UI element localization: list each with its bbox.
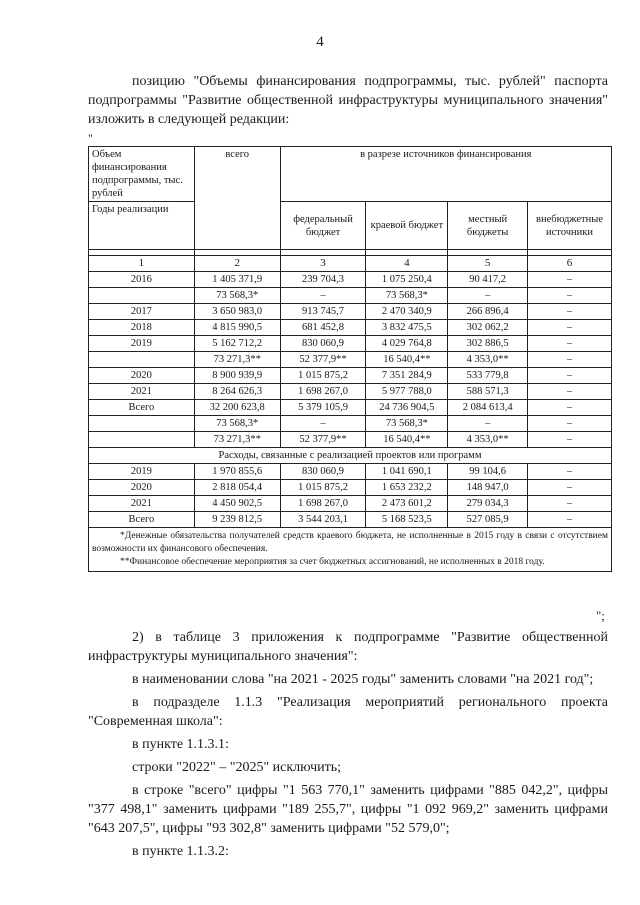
cell-regional: 24 736 904,5 [366, 400, 448, 416]
cell-regional: 4 029 764,8 [366, 336, 448, 352]
cell-total: 8 900 939,9 [194, 368, 280, 384]
cell-year: 2018 [89, 320, 195, 336]
cell-federal: – [280, 416, 366, 432]
cell-federal: 830 060,9 [280, 464, 366, 480]
cell-extra: – [528, 432, 612, 448]
cell-local: 527 085,9 [448, 512, 528, 528]
cell-local: 99 104,6 [448, 464, 528, 480]
total-header: всего [194, 147, 280, 250]
amendment-text [88, 628, 608, 865]
paragraph: строки "2022" – "2025" исключить; [132, 760, 342, 775]
paragraph: в строке "всего" цифры "1 563 770,1" заменить цифрами "885 042,2", цифры "377 498,1" заменить цифрами "189 255,7", цифры "1 092 969,2" заменить цифрами "643 207,5", цифры "93 302,8" заменить цифрами "52 579,0"; [88, 783, 608, 836]
paragraph: в пункте 1.1.3.1: [132, 737, 229, 752]
table-row [89, 304, 612, 320]
table-row [89, 496, 612, 512]
cell-total: 73 271,3** [194, 432, 280, 448]
footnote-1: *Денежные обязательства получателей средств краевого бюджета, не исполненные в 2015 году в связи с отсутствием возможности их финансового обеспечения. [92, 531, 608, 554]
cell-federal: 1 015 875,2 [280, 480, 366, 496]
cell-federal: 5 379 105,9 [280, 400, 366, 416]
cell-regional: 2 470 340,9 [366, 304, 448, 320]
cell-year: 2017 [89, 304, 195, 320]
intro-text: позицию "Объемы финансирования подпрограммы, тыс. рублей" паспорта подпрограммы "Развитие общественной инфраструктуры муниципального значения" изложить в следующей редакции: [88, 74, 608, 127]
cell-regional: 73 568,3* [366, 416, 448, 432]
cell-regional: 16 540,4** [366, 432, 448, 448]
table-row [89, 384, 612, 400]
cell-year [89, 352, 195, 368]
column-index: 6 [528, 256, 612, 272]
cell-regional: 3 832 475,5 [366, 320, 448, 336]
cell-total: 2 818 054,4 [194, 480, 280, 496]
page-number: 4 [316, 34, 324, 50]
cell-extra: – [528, 512, 612, 528]
cell-federal: 1 698 267,0 [280, 496, 366, 512]
cell-extra: – [528, 496, 612, 512]
cell-regional: 1 041 690,1 [366, 464, 448, 480]
cell-total: 73 568,3* [194, 288, 280, 304]
footnotes [89, 528, 612, 572]
cell-year: 2021 [89, 496, 195, 512]
cell-extra: – [528, 384, 612, 400]
cell-year: Всего [89, 400, 195, 416]
years-header: Годы реализации [89, 202, 195, 250]
cell-year [89, 432, 195, 448]
cell-regional: 2 473 601,2 [366, 496, 448, 512]
cell-local: 302 062,2 [448, 320, 528, 336]
cell-federal: 1 015 875,2 [280, 368, 366, 384]
cell-federal: 52 377,9** [280, 432, 366, 448]
cell-total: 4 450 902,5 [194, 496, 280, 512]
cell-local: 279 034,3 [448, 496, 528, 512]
cell-total: 1 405 371,9 [194, 272, 280, 288]
paragraph: в пункте 1.1.3.2: [132, 844, 229, 859]
table-row [89, 336, 612, 352]
cell-year: Всего [89, 512, 195, 528]
table-row [89, 272, 612, 288]
cell-local: 533 779,8 [448, 368, 528, 384]
cell-local: 148 947,0 [448, 480, 528, 496]
cell-year: 2019 [89, 336, 195, 352]
local-header: местный бюджеты [448, 202, 528, 250]
cell-total: 9 239 812,5 [194, 512, 280, 528]
table-row [89, 320, 612, 336]
cell-year: 2016 [89, 272, 195, 288]
financing-rows [89, 272, 612, 448]
table-row [89, 288, 612, 304]
row-label-header: Объем финансирования подпрограммы, тыс. рублей [89, 147, 195, 202]
cell-extra: – [528, 400, 612, 416]
cell-total: 8 264 626,3 [194, 384, 280, 400]
opening-quote: " [88, 131, 93, 145]
column-index: 4 [366, 256, 448, 272]
cell-total: 3 650 983,0 [194, 304, 280, 320]
table-row [89, 400, 612, 416]
regional-header: краевой бюджет [366, 202, 448, 250]
cell-total: 32 200 623,8 [194, 400, 280, 416]
cell-extra: – [528, 352, 612, 368]
cell-extra: – [528, 480, 612, 496]
cell-local: – [448, 416, 528, 432]
cell-local: 266 896,4 [448, 304, 528, 320]
cell-year: 2020 [89, 480, 195, 496]
cell-local: 2 084 613,4 [448, 400, 528, 416]
cell-extra: – [528, 464, 612, 480]
cell-total: 1 970 855,6 [194, 464, 280, 480]
cell-total: 5 162 712,2 [194, 336, 280, 352]
cell-federal: 52 377,9** [280, 352, 366, 368]
column-index: 3 [280, 256, 366, 272]
cell-regional: 7 351 284,9 [366, 368, 448, 384]
column-index: 2 [194, 256, 280, 272]
paragraph: 2) в таблице 3 приложения к подпрограмме "Развитие общественной инфраструктуры муниципального значения": [88, 630, 608, 664]
closing-quote: "; [596, 608, 605, 623]
table-row [89, 368, 612, 384]
cell-extra: – [528, 304, 612, 320]
cell-federal: 913 745,7 [280, 304, 366, 320]
cell-federal: 681 452,8 [280, 320, 366, 336]
table-row [89, 512, 612, 528]
table-row [89, 352, 612, 368]
intro-paragraph [88, 72, 608, 129]
cell-federal: 239 704,3 [280, 272, 366, 288]
section-title: Расходы, связанные с реализацией проектов или программ [89, 448, 612, 464]
cell-total: 4 815 990,5 [194, 320, 280, 336]
cell-local: 588 571,3 [448, 384, 528, 400]
table-row [89, 480, 612, 496]
cell-extra: – [528, 320, 612, 336]
table-row [89, 416, 612, 432]
cell-extra: – [528, 288, 612, 304]
cell-federal: 1 698 267,0 [280, 384, 366, 400]
cell-year: 2020 [89, 368, 195, 384]
cell-federal: – [280, 288, 366, 304]
project-expense-rows [89, 464, 612, 528]
paragraph: в наименовании слова "на 2021 - 2025 годы" заменить словами "на 2021 год"; [132, 672, 594, 687]
cell-extra: – [528, 416, 612, 432]
cell-federal: 3 544 203,1 [280, 512, 366, 528]
cell-regional: 5 168 523,5 [366, 512, 448, 528]
paragraph: в подразделе 1.1.3 "Реализация мероприятий регионального проекта "Современная школа": [88, 695, 608, 729]
cell-regional: 5 977 788,0 [366, 384, 448, 400]
table-row [89, 464, 612, 480]
cell-extra: – [528, 336, 612, 352]
column-index: 1 [89, 256, 195, 272]
cell-regional: 1 653 232,2 [366, 480, 448, 496]
column-index-row [89, 256, 612, 272]
cell-regional: 1 075 250,4 [366, 272, 448, 288]
cell-year [89, 416, 195, 432]
cell-year: 2021 [89, 384, 195, 400]
cell-local: – [448, 288, 528, 304]
cell-regional: 73 568,3* [366, 288, 448, 304]
cell-local: 4 353,0** [448, 352, 528, 368]
cell-federal: 830 060,9 [280, 336, 366, 352]
cell-year: 2019 [89, 464, 195, 480]
cell-total: 73 568,3* [194, 416, 280, 432]
sources-group-header: в разрезе источников финансирования [280, 147, 611, 202]
financing-table [88, 146, 612, 572]
cell-regional: 16 540,4** [366, 352, 448, 368]
column-index: 5 [448, 256, 528, 272]
extra-header: внебюджетные источники [528, 202, 612, 250]
cell-extra: – [528, 272, 612, 288]
cell-local: 90 417,2 [448, 272, 528, 288]
cell-local: 4 353,0** [448, 432, 528, 448]
cell-extra: – [528, 368, 612, 384]
cell-local: 302 886,5 [448, 336, 528, 352]
cell-year [89, 288, 195, 304]
cell-total: 73 271,3** [194, 352, 280, 368]
footnote-2: **Финансовое обеспечение мероприятия за счет бюджетных ассигнований, не исполненных в 2018 году. [120, 557, 545, 567]
federal-header: федеральный бюджет [280, 202, 366, 250]
table-row [89, 432, 612, 448]
